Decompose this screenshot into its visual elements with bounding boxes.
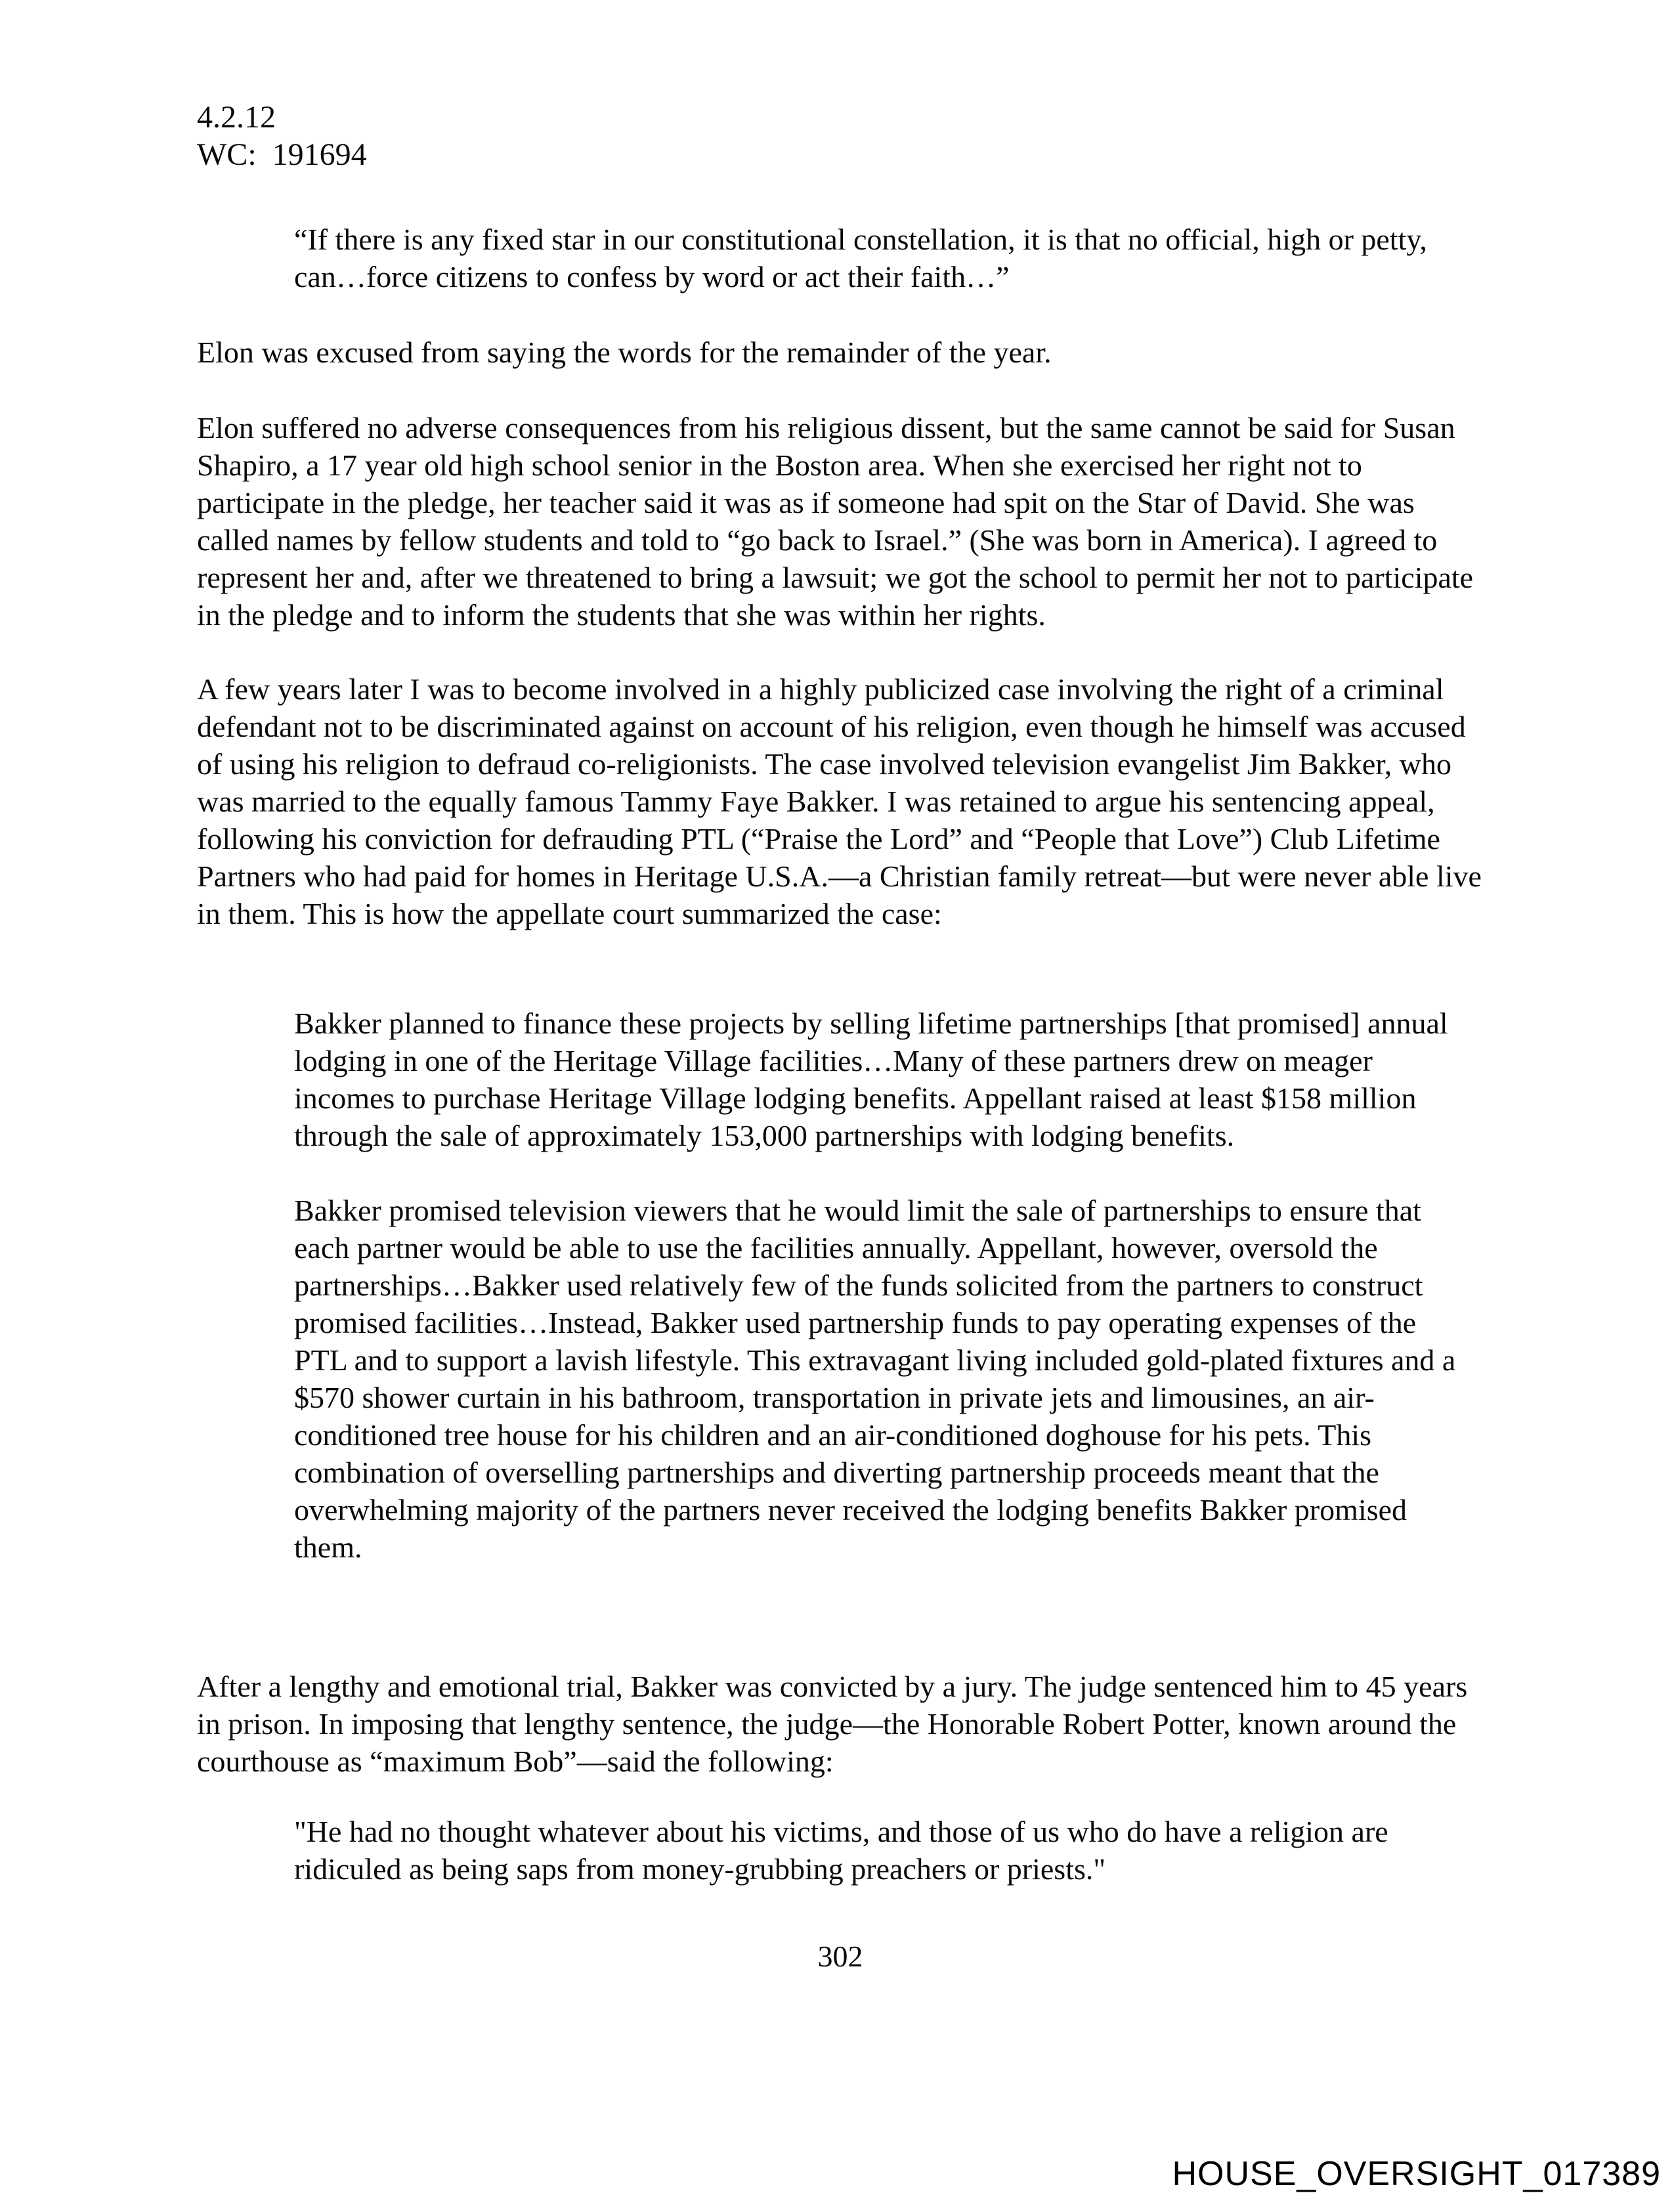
blockquote-bakker-planned: Bakker planned to finance these projects by selling lifetime partnerships [that promised] annual lodging in one of the Heritage Village facilities…Many of these partners drew on meager incomes to purchase Heritage Village lodging benefits. Appellant raised at least $158 million through the sale of approximately 153,000 partnerships with lodging benefits. [294, 1007, 1448, 1152]
bates-stamp: HOUSE_OVERSIGHT_017389 [1172, 2155, 1661, 2193]
page-number: 302 [817, 1940, 863, 1973]
blockquote-fixed-star: “If there is any fixed star in our constitutional constellation, it is that no official, high or petty, can…force citizens to confess by word or act their faith…” [294, 223, 1427, 293]
document-header [197, 98, 1484, 173]
paragraph-bakker-intro: A few years later I was to become involved in a highly publicized case involving the right of a criminal defendant not to be discriminated against on account of his religion, even though he himself was accused of using his religion to defraud co-religionists. The case involved television evangelist Jim Bakker, who was married to the equally famous Tammy Faye Bakker. I was retained to argue his sentencing appeal, following his conviction for defrauding PTL (“Praise the Lord” and “People that Love”) Club Lifetime Partners who had paid for homes in Heritage U.S.A.—a Christian family retreat—but were never able live in them. This is how the appellate court summarized the case: [197, 672, 1482, 930]
paragraph-elon-excused: Elon was excused from saying the words for the remainder of the year. [197, 336, 1052, 369]
blockquote-judge-potter: "He had no thought whatever about his victims, and those of us who do have a religion are ridiculed as being saps from money-grubbing preachers or priests." [294, 1815, 1388, 1886]
header-date-code: 4.2.12 [197, 100, 276, 135]
blockquote-bakker-promised: Bakker promised television viewers that he would limit the sale of partnerships to ensure that each partner would be able to use the facilities annually. Appellant, however, oversold the partnerships…Bakker used relatively few of the funds solicited from the partners to construct promised facilities…Instead, Bakker used partnership funds to pay operating expenses of the PTL and to support a lavish lifestyle. This extravagant living included gold-plated fixtures and a $570 shower curtain in his bathroom, transportation in private jets and limousines, an air-conditioned tree house for his children and an air-conditioned doghouse for his pets. This combination of overselling partnerships and diverting partnership proceeds meant that the overwhelming majority of the partners never received the lodging benefits Bakker promised them. [294, 1194, 1456, 1564]
header-word-count: WC: 191694 [197, 137, 367, 172]
paragraph-susan-shapiro: Elon suffered no adverse consequences from his religious dissent, but the same cannot be said for Susan Shapiro, a 17 year old high school senior in the Boston area. When she exercised her right not to participate in the pledge, her teacher said it was as if someone had spit on the Star of David. She was called names by fellow students and told to “go back to Israel.” (She was born in America). I agreed to represent her and, after we threatened to bring a lawsuit; we got the school to permit her not to participate in the pledge and to inform the students that she was within her rights. [197, 411, 1474, 632]
paragraph-trial-verdict: After a lengthy and emotional trial, Bakker was convicted by a jury. The judge sentenced him to 45 years in prison. In imposing that lengthy sentence, the judge—the Honorable Robert Potter, known around the courthouse as “maximum Bob”—said the following: [197, 1670, 1468, 1778]
